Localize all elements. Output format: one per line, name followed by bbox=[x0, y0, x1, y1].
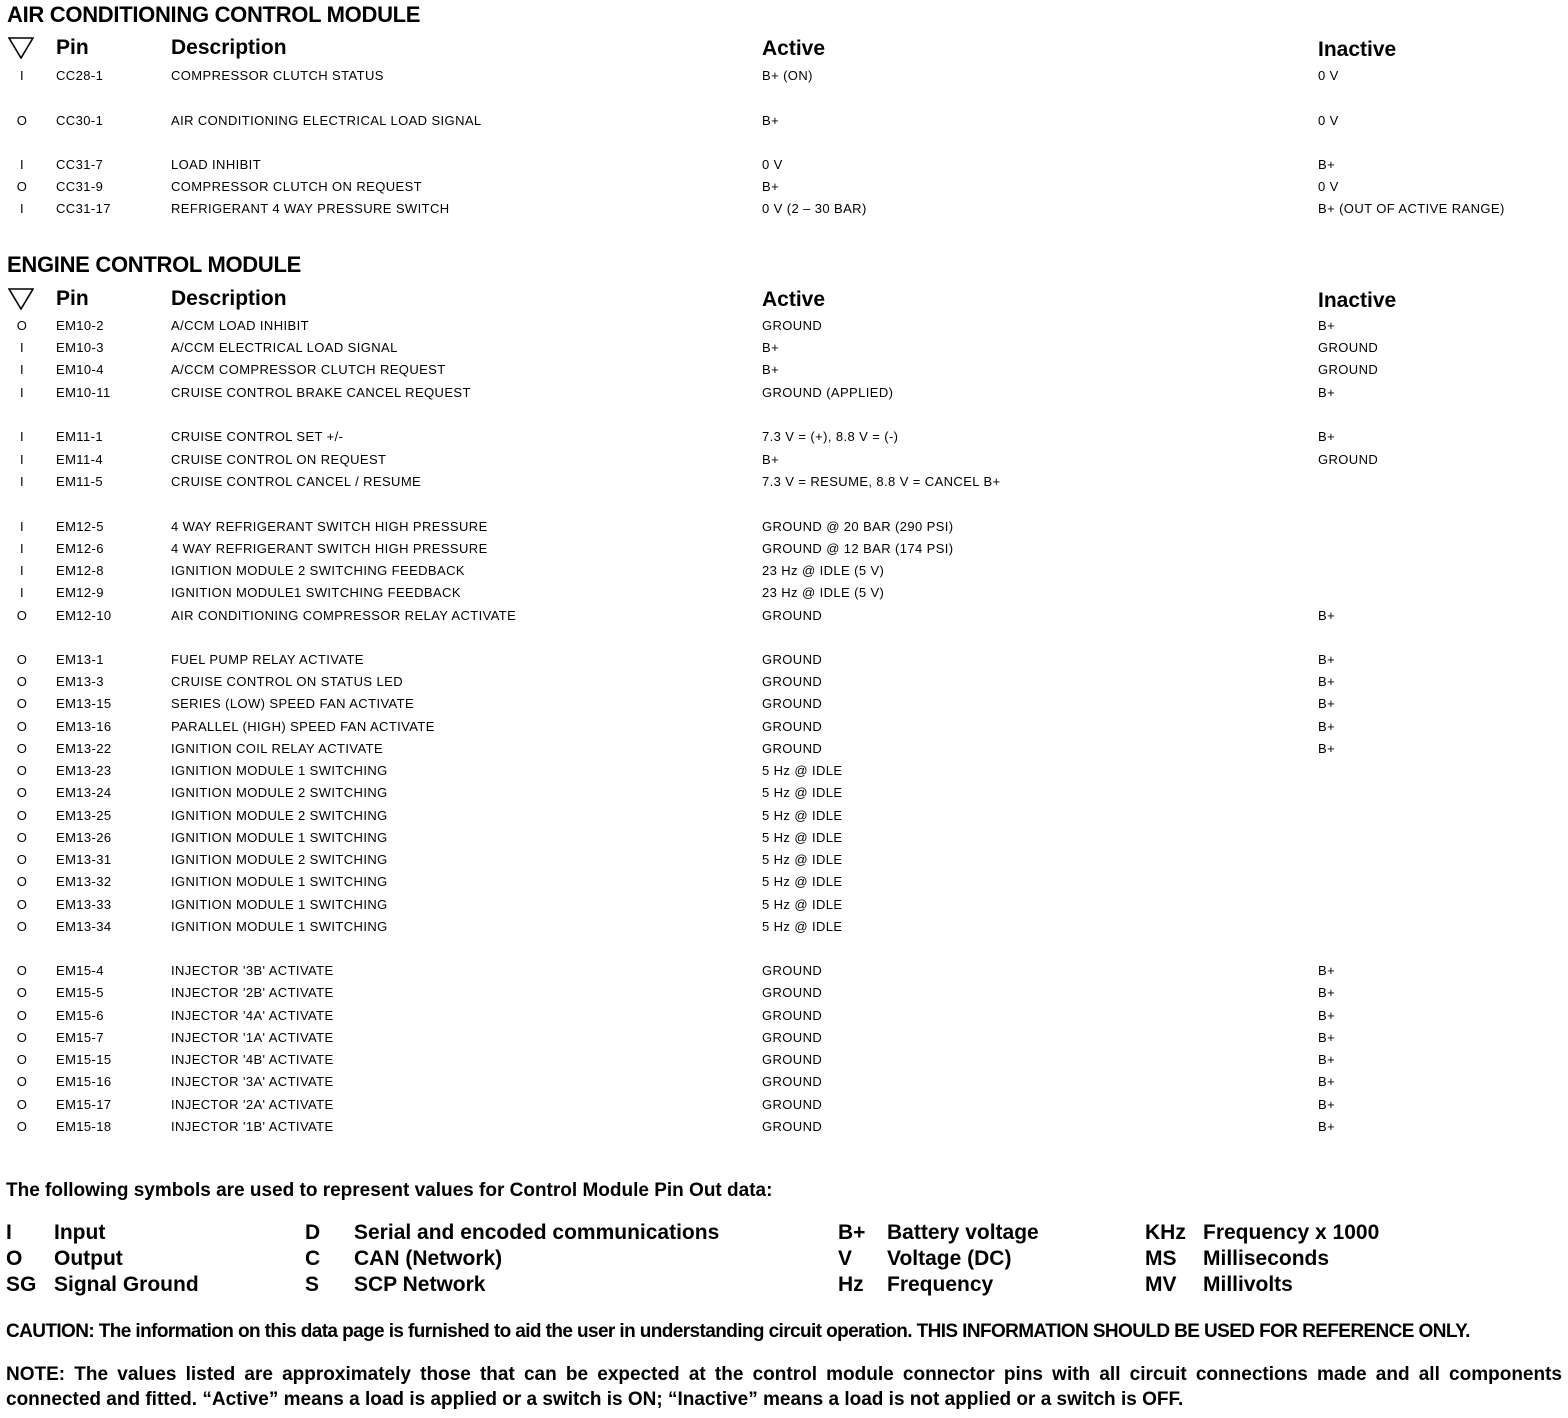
table-row bbox=[0, 874, 1568, 896]
inactive-value: GROUND bbox=[1318, 362, 1379, 377]
section-title-ac: AIR CONDITIONING CONTROL MODULE bbox=[7, 2, 421, 27]
pin-description: IGNITION MODULE 1 SWITCHING bbox=[171, 919, 388, 934]
pin-description: PARALLEL (HIGH) SPEED FAN ACTIVATE bbox=[171, 719, 435, 734]
pin-id: EM13-32 bbox=[56, 874, 112, 889]
section-title-ecm: ENGINE CONTROL MODULE bbox=[7, 252, 301, 277]
table-row bbox=[0, 674, 1568, 696]
table-row bbox=[0, 985, 1568, 1007]
symbol-meaning: Signal Ground bbox=[54, 1273, 199, 1296]
header-active: Active bbox=[762, 288, 826, 311]
active-value: B+ bbox=[762, 113, 780, 128]
inactive-value: B+ bbox=[1318, 385, 1336, 400]
pin-id: EM13-26 bbox=[56, 830, 112, 845]
pin-id: CC30-1 bbox=[56, 113, 104, 128]
active-value: GROUND bbox=[762, 696, 823, 711]
io-type: O bbox=[16, 1030, 28, 1045]
symbol-meaning: Millivolts bbox=[1203, 1273, 1293, 1296]
pin-description: IGNITION MODULE 2 SWITCHING bbox=[171, 852, 388, 867]
pin-description: INJECTOR '4B' ACTIVATE bbox=[171, 1052, 334, 1067]
pin-description: SERIES (LOW) SPEED FAN ACTIVATE bbox=[171, 696, 415, 711]
inactive-value: B+ bbox=[1318, 1119, 1336, 1134]
symbol-meaning: Serial and encoded communications bbox=[354, 1221, 720, 1244]
inactive-value: B+ bbox=[1318, 719, 1336, 734]
header-description: Description bbox=[171, 36, 287, 59]
inactive-value: B+ bbox=[1318, 1052, 1336, 1067]
pin-description: IGNITION MODULE 2 SWITCHING bbox=[171, 785, 388, 800]
symbol-meaning: Battery voltage bbox=[887, 1221, 1039, 1244]
inactive-value: 0 V bbox=[1318, 113, 1339, 128]
inactive-value: GROUND bbox=[1318, 340, 1379, 355]
symbol-code: C bbox=[305, 1247, 321, 1270]
pin-id: EM13-16 bbox=[56, 719, 112, 734]
inactive-value: B+ bbox=[1318, 1008, 1336, 1023]
table-row bbox=[0, 852, 1568, 874]
pin-id: EM13-15 bbox=[56, 696, 112, 711]
active-value: GROUND bbox=[762, 719, 823, 734]
pin-description: AIR CONDITIONING ELECTRICAL LOAD SIGNAL bbox=[171, 113, 482, 128]
active-value: 5 Hz @ IDLE bbox=[762, 919, 843, 934]
caution-text: CAUTION: The information on this data page is furnished to aid the user in understanding circuit operation. THIS INFORMATION SHOULD BE USED FOR REFERENCE ONLY. bbox=[6, 1321, 1470, 1342]
pin-description: INJECTOR '1B' ACTIVATE bbox=[171, 1119, 334, 1134]
header-pin: Pin bbox=[56, 36, 89, 59]
note-text: NOTE: The values listed are approximately those that can be expected at the control module connector pins with all circuit connections made and all components connected and fitted. “Active” means a load is applied or a switch is ON; “Inactive” means a load is not applied or a switch is OFF. bbox=[6, 1364, 1562, 1410]
pin-description: INJECTOR '2A' ACTIVATE bbox=[171, 1097, 334, 1112]
io-type: I bbox=[19, 157, 24, 172]
inactive-value: B+ bbox=[1318, 985, 1336, 1000]
pin-id: EM15-15 bbox=[56, 1052, 112, 1067]
symbol-code: Hz bbox=[838, 1273, 864, 1296]
pin-description: IGNITION MODULE 1 SWITCHING bbox=[171, 830, 388, 845]
table-row bbox=[0, 919, 1568, 941]
io-type: O bbox=[16, 808, 28, 823]
pin-id: EM13-31 bbox=[56, 852, 112, 867]
table-row bbox=[0, 897, 1568, 919]
table-row bbox=[0, 1052, 1568, 1074]
io-type: I bbox=[19, 452, 24, 467]
active-value: B+ bbox=[762, 362, 780, 377]
pin-description: LOAD INHIBIT bbox=[171, 157, 262, 172]
active-value: GROUND bbox=[762, 318, 823, 333]
io-type: O bbox=[16, 785, 28, 800]
active-value: GROUND bbox=[762, 985, 823, 1000]
pin-id: EM15-7 bbox=[56, 1030, 104, 1045]
inactive-value: 0 V bbox=[1318, 68, 1339, 83]
table-row bbox=[0, 113, 1568, 135]
active-value: GROUND bbox=[762, 1074, 823, 1089]
table-row bbox=[0, 519, 1568, 541]
active-value: 5 Hz @ IDLE bbox=[762, 897, 843, 912]
io-type: O bbox=[16, 608, 28, 623]
inactive-value: B+ bbox=[1318, 608, 1336, 623]
table-row bbox=[0, 1008, 1568, 1030]
table-row bbox=[0, 652, 1568, 674]
symbol-code: SG bbox=[6, 1273, 37, 1296]
pin-description: INJECTOR '4A' ACTIVATE bbox=[171, 1008, 334, 1023]
pin-description: 4 WAY REFRIGERANT SWITCH HIGH PRESSURE bbox=[171, 519, 488, 534]
active-value: GROUND bbox=[762, 741, 823, 756]
pin-id: EM12-6 bbox=[56, 541, 104, 556]
pin-id: EM15-4 bbox=[56, 963, 104, 978]
pin-id: EM15-16 bbox=[56, 1074, 112, 1089]
io-type: O bbox=[16, 852, 28, 867]
pin-description: IGNITION MODULE 1 SWITCHING bbox=[171, 874, 388, 889]
pin-description: CRUISE CONTROL ON REQUEST bbox=[171, 452, 387, 467]
pin-description: INJECTOR '2B' ACTIVATE bbox=[171, 985, 334, 1000]
io-type: O bbox=[16, 719, 28, 734]
active-value: B+ bbox=[762, 452, 780, 467]
pin-id: EM10-2 bbox=[56, 318, 104, 333]
active-value: 5 Hz @ IDLE bbox=[762, 808, 843, 823]
active-value: GROUND @ 12 BAR (174 PSI) bbox=[762, 541, 954, 556]
active-value: GROUND bbox=[762, 1008, 823, 1023]
table-row bbox=[0, 741, 1568, 763]
io-type: O bbox=[16, 919, 28, 934]
pin-description: CRUISE CONTROL ON STATUS LED bbox=[171, 674, 403, 689]
header-description: Description bbox=[171, 287, 287, 310]
io-type: O bbox=[16, 1119, 28, 1134]
io-type: O bbox=[16, 1008, 28, 1023]
active-value: 5 Hz @ IDLE bbox=[762, 852, 843, 867]
symbol-meaning: SCP Network bbox=[354, 1273, 486, 1296]
pin-id: EM12-9 bbox=[56, 585, 104, 600]
active-value: GROUND bbox=[762, 652, 823, 667]
pin-id: EM12-8 bbox=[56, 563, 104, 578]
io-type: O bbox=[16, 1074, 28, 1089]
pin-description: COMPRESSOR CLUTCH STATUS bbox=[171, 68, 384, 83]
active-value: GROUND (APPLIED) bbox=[762, 385, 894, 400]
inactive-value: B+ bbox=[1318, 1030, 1336, 1045]
symbol-code: B+ bbox=[838, 1221, 866, 1244]
io-type: O bbox=[16, 897, 28, 912]
symbol-code: MV bbox=[1145, 1273, 1177, 1296]
io-type: O bbox=[16, 763, 28, 778]
pin-description: REFRIGERANT 4 WAY PRESSURE SWITCH bbox=[171, 201, 450, 216]
pin-description: CRUISE CONTROL SET +/- bbox=[171, 429, 344, 444]
table-row bbox=[0, 785, 1568, 807]
symbol-code: S bbox=[305, 1273, 320, 1296]
io-type: O bbox=[16, 985, 28, 1000]
pin-description: IGNITION MODULE 2 SWITCHING FEEDBACK bbox=[171, 563, 465, 578]
table-row bbox=[0, 563, 1568, 585]
io-type: O bbox=[16, 696, 28, 711]
io-type: I bbox=[19, 340, 24, 355]
pin-description: IGNITION MODULE1 SWITCHING FEEDBACK bbox=[171, 585, 461, 600]
io-type: O bbox=[16, 741, 28, 756]
io-type: I bbox=[19, 541, 24, 556]
active-value: B+ (ON) bbox=[762, 68, 813, 83]
pin-id: CC31-17 bbox=[56, 201, 111, 216]
pin-id: EM10-11 bbox=[56, 385, 111, 400]
table-row bbox=[0, 719, 1568, 741]
table-row bbox=[0, 452, 1568, 474]
inactive-value: B+ bbox=[1318, 674, 1336, 689]
inactive-value: B+ bbox=[1318, 1074, 1336, 1089]
pin-id: EM15-5 bbox=[56, 985, 104, 1000]
pin-id: EM11-5 bbox=[56, 474, 103, 489]
inactive-value: GROUND bbox=[1318, 452, 1379, 467]
triangle-icon bbox=[8, 37, 34, 59]
active-value: 23 Hz @ IDLE (5 V) bbox=[762, 563, 885, 578]
table-row bbox=[0, 763, 1568, 785]
io-type: I bbox=[19, 429, 24, 444]
pin-id: EM13-22 bbox=[56, 741, 112, 756]
pin-id: EM13-25 bbox=[56, 808, 112, 823]
active-value: 5 Hz @ IDLE bbox=[762, 874, 843, 889]
symbol-code: MS bbox=[1145, 1247, 1177, 1270]
symbol-code: D bbox=[305, 1221, 321, 1244]
pin-id: EM12-5 bbox=[56, 519, 104, 534]
pin-description: IGNITION MODULE 2 SWITCHING bbox=[171, 808, 388, 823]
pin-description: 4 WAY REFRIGERANT SWITCH HIGH PRESSURE bbox=[171, 541, 488, 556]
header-pin: Pin bbox=[56, 287, 89, 310]
pin-id: EM15-6 bbox=[56, 1008, 104, 1023]
io-type: O bbox=[16, 113, 28, 128]
symbol-meaning: Output bbox=[54, 1247, 123, 1270]
active-value: GROUND bbox=[762, 608, 823, 623]
active-value: 5 Hz @ IDLE bbox=[762, 785, 843, 800]
symbol-meaning: Frequency bbox=[887, 1273, 994, 1296]
pin-id: EM11-1 bbox=[56, 429, 103, 444]
active-value: GROUND bbox=[762, 674, 823, 689]
io-type: I bbox=[19, 362, 24, 377]
triangle-icon bbox=[8, 288, 34, 310]
table-row bbox=[0, 1074, 1568, 1096]
pin-description: A/CCM COMPRESSOR CLUTCH REQUEST bbox=[171, 362, 446, 377]
table-row bbox=[0, 68, 1568, 90]
symbol-code: KHz bbox=[1145, 1221, 1186, 1244]
io-type: O bbox=[16, 318, 28, 333]
inactive-value: 0 V bbox=[1318, 179, 1339, 194]
pin-description: A/CCM LOAD INHIBIT bbox=[171, 318, 309, 333]
io-type: I bbox=[19, 585, 24, 600]
table-row bbox=[0, 429, 1568, 451]
active-value: GROUND bbox=[762, 1097, 823, 1112]
active-value: GROUND bbox=[762, 963, 823, 978]
pin-id: EM15-18 bbox=[56, 1119, 112, 1134]
pin-id: EM13-3 bbox=[56, 674, 104, 689]
active-value: GROUND bbox=[762, 1030, 823, 1045]
inactive-value: B+ bbox=[1318, 157, 1336, 172]
pin-description: CRUISE CONTROL BRAKE CANCEL REQUEST bbox=[171, 385, 471, 400]
active-value: GROUND bbox=[762, 1052, 823, 1067]
pin-description: FUEL PUMP RELAY ACTIVATE bbox=[171, 652, 364, 667]
pin-id: EM12-10 bbox=[56, 608, 112, 623]
symbol-meaning: Milliseconds bbox=[1203, 1247, 1330, 1270]
io-type: O bbox=[16, 830, 28, 845]
table-row bbox=[0, 1097, 1568, 1119]
io-type: I bbox=[19, 474, 24, 489]
symbol-meaning: CAN (Network) bbox=[354, 1247, 503, 1270]
io-type: I bbox=[19, 519, 24, 534]
pin-id: EM10-3 bbox=[56, 340, 104, 355]
symbol-code: V bbox=[838, 1247, 853, 1270]
pin-id: EM11-4 bbox=[56, 452, 103, 467]
symbol-code: I bbox=[6, 1221, 12, 1244]
pin-id: EM13-33 bbox=[56, 897, 112, 912]
inactive-value: B+ bbox=[1318, 963, 1336, 978]
pin-id: EM13-34 bbox=[56, 919, 112, 934]
pin-id: EM13-1 bbox=[56, 652, 104, 667]
symbol-code: O bbox=[6, 1247, 23, 1270]
active-value: 0 V (2 – 30 BAR) bbox=[762, 201, 867, 216]
pin-id: EM15-17 bbox=[56, 1097, 112, 1112]
active-value: 5 Hz @ IDLE bbox=[762, 830, 843, 845]
table-row bbox=[0, 340, 1568, 362]
io-type: O bbox=[16, 874, 28, 889]
table-row bbox=[0, 1119, 1568, 1141]
io-type: O bbox=[16, 1052, 28, 1067]
active-value: B+ bbox=[762, 179, 780, 194]
io-type: O bbox=[16, 963, 28, 978]
table-row bbox=[0, 318, 1568, 340]
pin-id: CC31-7 bbox=[56, 157, 104, 172]
pin-description: IGNITION COIL RELAY ACTIVATE bbox=[171, 741, 384, 756]
io-type: I bbox=[19, 563, 24, 578]
pin-description: A/CCM ELECTRICAL LOAD SIGNAL bbox=[171, 340, 398, 355]
symbol-meaning: Voltage (DC) bbox=[887, 1247, 1012, 1270]
table-row bbox=[0, 201, 1568, 223]
table-row bbox=[0, 963, 1568, 985]
active-value: 7.3 V = RESUME, 8.8 V = CANCEL B+ bbox=[762, 474, 1001, 489]
table-row bbox=[0, 1030, 1568, 1052]
pin-id: EM13-23 bbox=[56, 763, 112, 778]
table-row bbox=[0, 157, 1568, 179]
inactive-value: B+ (OUT OF ACTIVE RANGE) bbox=[1318, 201, 1505, 216]
pin-id: EM13-24 bbox=[56, 785, 112, 800]
symbol-meaning: Input bbox=[54, 1221, 106, 1244]
io-type: O bbox=[16, 674, 28, 689]
io-type: O bbox=[16, 179, 28, 194]
pin-description: INJECTOR '3B' ACTIVATE bbox=[171, 963, 334, 978]
symbols-intro: The following symbols are used to represent values for Control Module Pin Out data: bbox=[6, 1180, 773, 1201]
pin-id: CC28-1 bbox=[56, 68, 104, 83]
active-value: B+ bbox=[762, 340, 780, 355]
inactive-value: B+ bbox=[1318, 1097, 1336, 1112]
pin-id: CC31-9 bbox=[56, 179, 104, 194]
active-value: 23 Hz @ IDLE (5 V) bbox=[762, 585, 885, 600]
pin-description: COMPRESSOR CLUTCH ON REQUEST bbox=[171, 179, 423, 194]
table-row bbox=[0, 830, 1568, 852]
table-row bbox=[0, 385, 1568, 407]
io-type: I bbox=[19, 201, 24, 216]
pin-description: INJECTOR '1A' ACTIVATE bbox=[171, 1030, 334, 1045]
pin-description: IGNITION MODULE 1 SWITCHING bbox=[171, 763, 388, 778]
table-row bbox=[0, 362, 1568, 384]
inactive-value: B+ bbox=[1318, 696, 1336, 711]
table-row bbox=[0, 474, 1568, 496]
pin-description: INJECTOR '3A' ACTIVATE bbox=[171, 1074, 334, 1089]
active-value: 0 V bbox=[762, 157, 783, 172]
table-row bbox=[0, 608, 1568, 630]
io-type: O bbox=[16, 1097, 28, 1112]
pin-id: EM10-4 bbox=[56, 362, 104, 377]
inactive-value: B+ bbox=[1318, 318, 1336, 333]
table-row bbox=[0, 696, 1568, 718]
table-row bbox=[0, 179, 1568, 201]
inactive-value: B+ bbox=[1318, 429, 1336, 444]
io-type: O bbox=[16, 652, 28, 667]
active-value: GROUND bbox=[762, 1119, 823, 1134]
pin-description: CRUISE CONTROL CANCEL / RESUME bbox=[171, 474, 422, 489]
active-value: 5 Hz @ IDLE bbox=[762, 763, 843, 778]
pin-description: IGNITION MODULE 1 SWITCHING bbox=[171, 897, 388, 912]
io-type: I bbox=[19, 68, 24, 83]
io-type: I bbox=[19, 385, 24, 400]
inactive-value: B+ bbox=[1318, 652, 1336, 667]
table-row bbox=[0, 585, 1568, 607]
active-value: 7.3 V = (+), 8.8 V = (-) bbox=[762, 429, 899, 444]
header-inactive: Inactive bbox=[1318, 38, 1397, 61]
inactive-value: B+ bbox=[1318, 741, 1336, 756]
symbol-meaning: Frequency x 1000 bbox=[1203, 1221, 1380, 1244]
header-inactive: Inactive bbox=[1318, 289, 1397, 312]
table-row bbox=[0, 541, 1568, 563]
table-row bbox=[0, 808, 1568, 830]
pin-description: AIR CONDITIONING COMPRESSOR RELAY ACTIVATE bbox=[171, 608, 517, 623]
header-active: Active bbox=[762, 37, 826, 60]
active-value: GROUND @ 20 BAR (290 PSI) bbox=[762, 519, 954, 534]
